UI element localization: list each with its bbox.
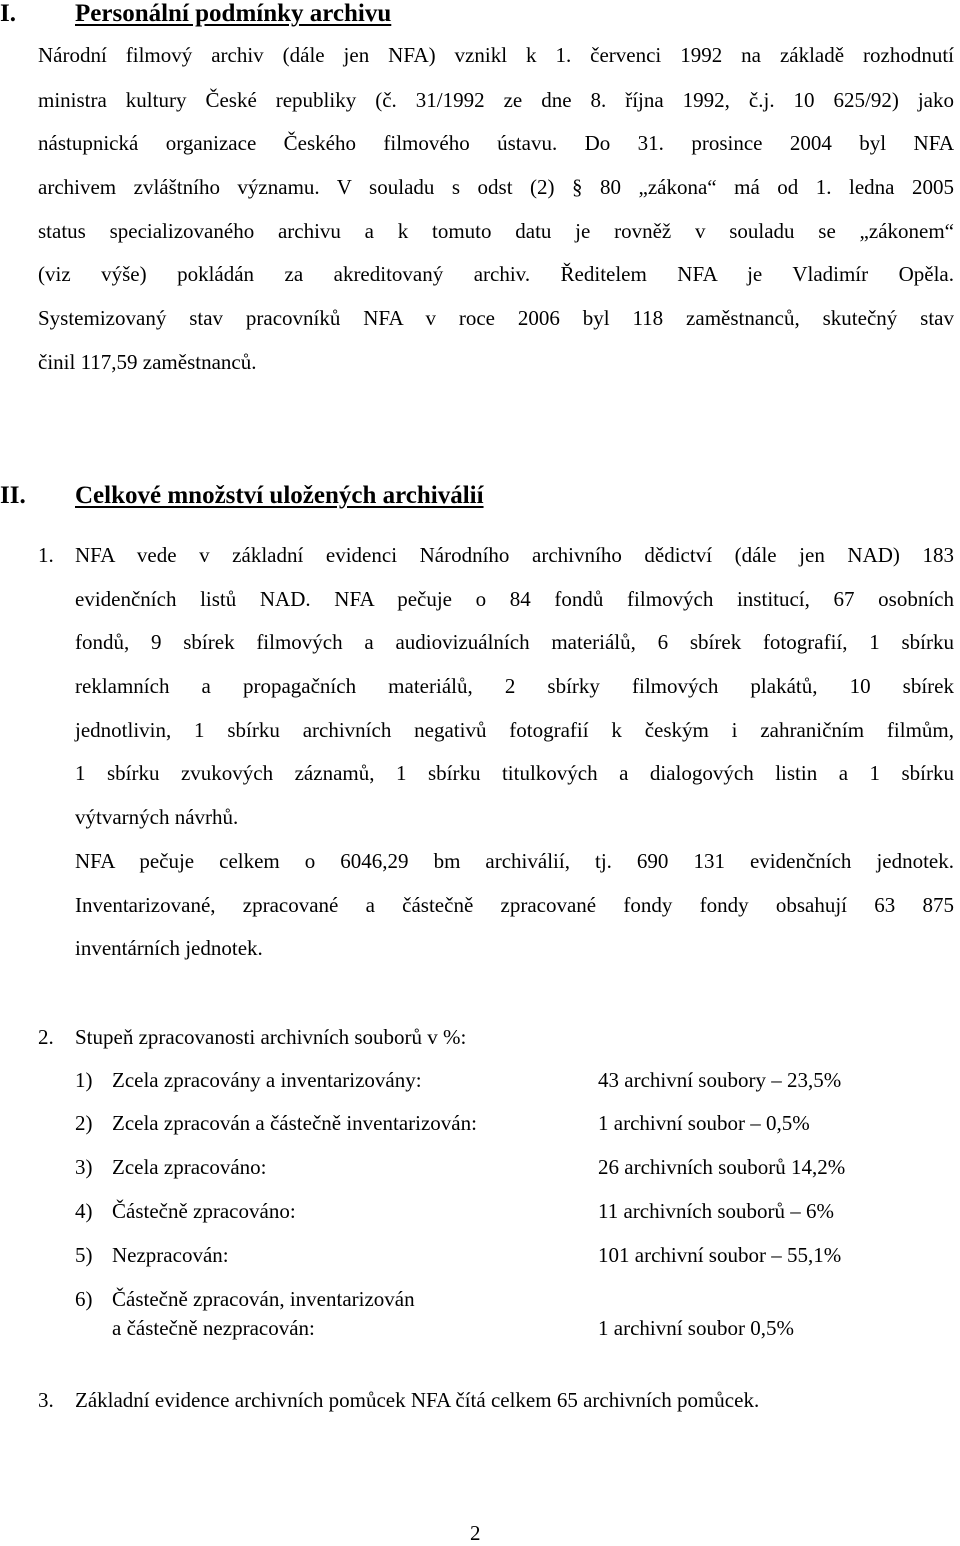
row-value: 1 archivní soubor – 0,5% bbox=[598, 1111, 810, 1135]
item-1-number: 1. bbox=[38, 543, 54, 567]
page-number: 2 bbox=[470, 1521, 481, 1545]
section-2-number: II. bbox=[0, 482, 26, 509]
item-2-number: 2. bbox=[38, 1025, 54, 1049]
paragraph-line: Inventarizované, zpracované a částečně zpracované fondy fondy obsahují 63 875 bbox=[75, 893, 954, 917]
row-number: 3) bbox=[75, 1155, 93, 1179]
paragraph-line: Systemizovaný stav pracovníků NFA v roce 2006 byl 118 zaměstnanců, skutečný stav bbox=[38, 306, 954, 330]
row-number: 2) bbox=[75, 1111, 93, 1135]
section-1-title: Personální podmínky archivu bbox=[75, 0, 392, 27]
paragraph-line: NFA vede v základní evidenci Národního archivního dědictví (dále jen NAD) 183 bbox=[75, 543, 954, 567]
paragraph-line: Národní filmový archiv (dále jen NFA) vznikl k 1. červenci 1992 na základě rozhodnutí bbox=[38, 43, 954, 67]
row-number: 1) bbox=[75, 1068, 93, 1092]
paragraph-line: výtvarných návrhů. bbox=[75, 805, 239, 829]
row-label: Zcela zpracován a částečně inventarizován: bbox=[112, 1111, 477, 1135]
paragraph-line: evidenčních listů NAD. NFA pečuje o 84 fondů filmových institucí, 67 osobních bbox=[75, 587, 954, 611]
paragraph-line: archivem zvláštního významu. V souladu s odst (2) § 80 „zákona“ má od 1. ledna 2005 bbox=[38, 175, 954, 199]
row-label: Částečně zpracován, inventarizován bbox=[112, 1287, 415, 1311]
paragraph-line: fondů, 9 sbírek filmových a audiovizuálních materiálů, 6 sbírek fotografií, 1 sbírku bbox=[75, 630, 954, 654]
paragraph-line: nástupnická organizace Českého filmového ústavu. Do 31. prosince 2004 byl NFA bbox=[38, 131, 954, 155]
row-label-continued: a částečně nezpracován: bbox=[112, 1316, 315, 1340]
paragraph-line: (viz výše) pokládán za akreditovaný archiv. Ředitelem NFA je Vladimír Opěla. bbox=[38, 262, 954, 286]
row-value: 43 archivní soubory – 23,5% bbox=[598, 1068, 842, 1092]
row-number: 5) bbox=[75, 1243, 93, 1267]
paragraph-line: inventárních jednotek. bbox=[75, 936, 263, 960]
row-number: 4) bbox=[75, 1199, 93, 1223]
row-value: 101 archivní soubor – 55,1% bbox=[598, 1243, 842, 1267]
item-3-number: 3. bbox=[38, 1388, 54, 1412]
row-label: Zcela zpracováno: bbox=[112, 1155, 267, 1179]
row-value: 26 archivních souborů 14,2% bbox=[598, 1155, 846, 1179]
paragraph-line: činil 117,59 zaměstnanců. bbox=[38, 350, 257, 374]
paragraph-line: ministra kultury České republiky (č. 31/1992 ze dne 8. října 1992, č.j. 10 625/92) jako bbox=[38, 88, 954, 112]
row-value: 11 archivních souborů – 6% bbox=[598, 1199, 835, 1223]
item-2-intro: Stupeň zpracovanosti archivních souborů v %: bbox=[75, 1025, 467, 1049]
row-value: 1 archivní soubor 0,5% bbox=[598, 1316, 794, 1340]
item-3-text: Základní evidence archivních pomůcek NFA čítá celkem 65 archivních pomůcek. bbox=[75, 1388, 760, 1412]
row-label: Nezpracován: bbox=[112, 1243, 229, 1267]
section-2-title: Celkové množství uložených archiválií bbox=[75, 482, 484, 509]
paragraph-line: 1 sbírku zvukových záznamů, 1 sbírku titulkových a dialogových listin a 1 sbírku bbox=[75, 761, 954, 785]
paragraph-line: jednotlivin, 1 sbírku archivních negativů fotografií k českým i zahraničním filmům, bbox=[75, 718, 954, 742]
row-label: Částečně zpracováno: bbox=[112, 1199, 296, 1223]
paragraph-line: status specializovaného archivu a k tomuto datu je rovněž v souladu se „zákonem“ bbox=[38, 219, 954, 243]
paragraph-line: NFA pečuje celkem o 6046,29 bm archiválií, tj. 690 131 evidenčních jednotek. bbox=[75, 849, 954, 873]
row-number: 6) bbox=[75, 1287, 93, 1311]
paragraph-line: reklamních a propagačních materiálů, 2 sbírky filmových plakátů, 10 sbírek bbox=[75, 674, 954, 698]
row-label: Zcela zpracovány a inventarizovány: bbox=[112, 1068, 422, 1092]
section-1-number: I. bbox=[0, 0, 16, 27]
